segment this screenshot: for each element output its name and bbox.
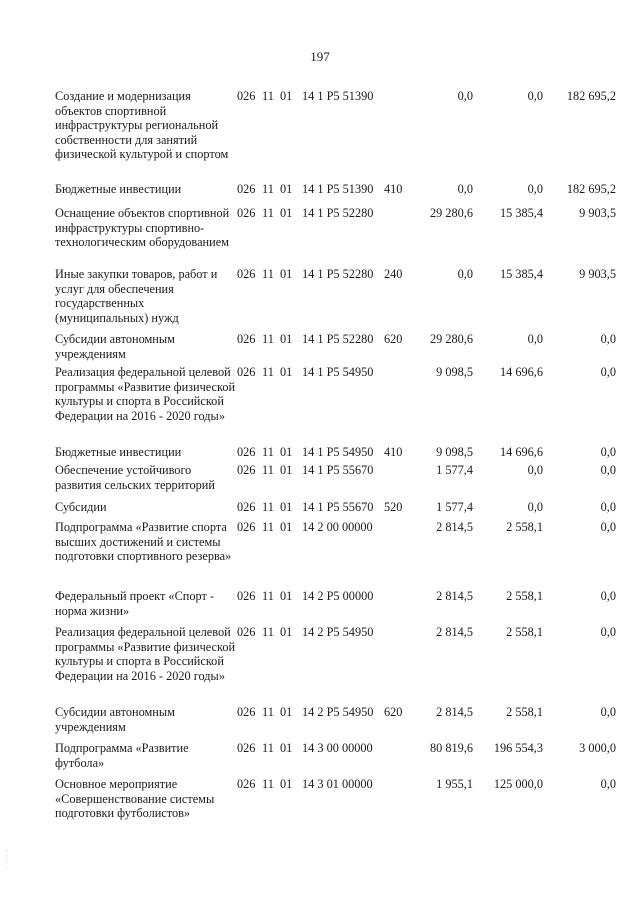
- ministry-code: 026: [237, 625, 256, 639]
- target-article-code: 14 3 00 00000: [302, 741, 373, 755]
- ministry-code: 026: [237, 777, 256, 791]
- row-name: Бюджетные инвестиции: [55, 182, 182, 196]
- ministry-code: 026: [237, 89, 256, 103]
- row-name: Иные закупки товаров, работ и услуг для обеспечения государственных (муниципальных) нужд: [55, 267, 218, 325]
- amount-year-2: 0,0: [527, 332, 543, 346]
- section-code: 11: [262, 777, 274, 791]
- row-name: Подпрограмма «Развитие футбола»: [55, 741, 189, 770]
- table-row: [0, 463, 640, 500]
- amount-year-3: 9 903,5: [579, 267, 616, 281]
- row-name: Обеспечение устойчивого развития сельских территорий: [55, 463, 215, 492]
- amount-year-3: 0,0: [600, 705, 616, 719]
- table-row: [0, 777, 640, 831]
- section-code: 11: [262, 589, 274, 603]
- section-code: 11: [262, 463, 274, 477]
- ministry-code: 026: [237, 365, 256, 379]
- amount-year-2: 0,0: [527, 500, 543, 514]
- amount-year-1: 0,0: [457, 89, 473, 103]
- target-article-code: 14 1 P5 51390: [302, 89, 374, 103]
- amount-year-1: 1 577,4: [436, 500, 473, 514]
- target-article-code: 14 1 P5 51390: [302, 182, 374, 196]
- amount-year-3: 0,0: [600, 365, 616, 379]
- table-row: [0, 520, 640, 589]
- amount-year-3: 0,0: [600, 777, 616, 791]
- amount-year-1: 2 814,5: [436, 625, 473, 639]
- amount-year-2: 2 558,1: [506, 625, 543, 639]
- amount-year-2: 0,0: [527, 182, 543, 196]
- amount-year-1: 29 280,6: [429, 206, 473, 220]
- table-row: [0, 741, 640, 777]
- amount-year-2: 15 385,4: [499, 267, 543, 281]
- table-row: [0, 332, 640, 365]
- expense-type-code: 410: [384, 182, 403, 196]
- target-article-code: 14 1 P5 52280: [302, 206, 374, 220]
- target-article-code: 14 2 P5 54950: [302, 705, 374, 719]
- row-name: Создание и модернизация объектов спортивной инфраструктуры региональной собственности для занятий физической культурой и спортом: [55, 89, 229, 161]
- target-article-code: 14 3 01 00000: [302, 777, 373, 791]
- amount-year-2: 14 696,6: [499, 365, 543, 379]
- section-code: 11: [262, 705, 274, 719]
- amount-year-1: 80 819,6: [429, 741, 473, 755]
- subsection-code: 01: [280, 206, 293, 220]
- ministry-code: 026: [237, 589, 256, 603]
- amount-year-1: 9 098,5: [436, 365, 473, 379]
- expense-type-code: 410: [384, 445, 403, 459]
- section-code: 11: [262, 520, 274, 534]
- amount-year-1: 2 814,5: [436, 589, 473, 603]
- ministry-code: 026: [237, 741, 256, 755]
- subsection-code: 01: [280, 365, 293, 379]
- scan-artifact: : : : :: [6, 848, 8, 872]
- row-name: Оснащение объектов спортивной инфраструктуры спортивно-технологическим оборудованием: [55, 206, 230, 249]
- ministry-code: 026: [237, 705, 256, 719]
- section-code: 11: [262, 332, 274, 346]
- table-row: [0, 267, 640, 332]
- subsection-code: 01: [280, 500, 293, 514]
- target-article-code: 14 1 P5 55670: [302, 500, 374, 514]
- ministry-code: 026: [237, 445, 256, 459]
- section-code: 11: [262, 625, 274, 639]
- table-row: [0, 206, 640, 267]
- amount-year-2: 196 554,3: [493, 741, 543, 755]
- amount-year-1: 0,0: [457, 267, 473, 281]
- section-code: 11: [262, 445, 274, 459]
- table-row: [0, 445, 640, 463]
- ministry-code: 026: [237, 206, 256, 220]
- subsection-code: 01: [280, 182, 293, 196]
- row-name: Основное мероприятие «Совершенствование системы подготовки футболистов»: [55, 777, 215, 820]
- section-code: 11: [262, 365, 274, 379]
- expense-type-code: 240: [384, 267, 403, 281]
- ministry-code: 026: [237, 332, 256, 346]
- amount-year-3: 0,0: [600, 463, 616, 477]
- target-article-code: 14 2 00 00000: [302, 520, 373, 534]
- section-code: 11: [262, 500, 274, 514]
- subsection-code: 01: [280, 89, 293, 103]
- ministry-code: 026: [237, 182, 256, 196]
- amount-year-2: 2 558,1: [506, 589, 543, 603]
- section-code: 11: [262, 741, 274, 755]
- subsection-code: 01: [280, 445, 293, 459]
- expense-type-code: 620: [384, 705, 403, 719]
- subsection-code: 01: [280, 267, 293, 281]
- amount-year-2: 0,0: [527, 89, 543, 103]
- amount-year-2: 2 558,1: [506, 705, 543, 719]
- amount-year-2: 2 558,1: [506, 520, 543, 534]
- section-code: 11: [262, 206, 274, 220]
- amount-year-3: 3 000,0: [579, 741, 616, 755]
- table-row: [0, 89, 640, 182]
- target-article-code: 14 1 P5 54950: [302, 365, 374, 379]
- amount-year-1: 2 814,5: [436, 520, 473, 534]
- amount-year-3: 0,0: [600, 332, 616, 346]
- amount-year-2: 0,0: [527, 463, 543, 477]
- ministry-code: 026: [237, 500, 256, 514]
- row-name: Субсидии автономным учреждениям: [55, 332, 175, 361]
- amount-year-1: 1 577,4: [436, 463, 473, 477]
- amount-year-3: 0,0: [600, 500, 616, 514]
- row-name: Субсидии: [55, 500, 107, 514]
- amount-year-2: 125 000,0: [493, 777, 543, 791]
- amount-year-2: 15 385,4: [499, 206, 543, 220]
- section-code: 11: [262, 182, 274, 196]
- row-name: Субсидии автономным учреждениям: [55, 705, 175, 734]
- table-row: [0, 589, 640, 625]
- subsection-code: 01: [280, 625, 293, 639]
- amount-year-1: 2 814,5: [436, 705, 473, 719]
- subsection-code: 01: [280, 520, 293, 534]
- amount-year-3: 182 695,2: [566, 182, 616, 196]
- section-code: 11: [262, 267, 274, 281]
- target-article-code: 14 1 P5 52280: [302, 332, 374, 346]
- amount-year-3: 9 903,5: [579, 206, 616, 220]
- table-row: [0, 705, 640, 741]
- subsection-code: 01: [280, 589, 293, 603]
- ministry-code: 026: [237, 463, 256, 477]
- expense-type-code: 620: [384, 332, 403, 346]
- amount-year-1: 1 955,1: [436, 777, 473, 791]
- target-article-code: 14 1 P5 54950: [302, 445, 374, 459]
- table-row: [0, 365, 640, 445]
- amount-year-2: 14 696,6: [499, 445, 543, 459]
- target-article-code: 14 2 P5 00000: [302, 589, 374, 603]
- row-name: Бюджетные инвестиции: [55, 445, 182, 459]
- row-name: Реализация федеральной целевой программы «Развитие физической культуры и спорта в Российской Федерации на 2016 - 2020 годы»: [55, 365, 236, 423]
- subsection-code: 01: [280, 741, 293, 755]
- row-name: Реализация федеральной целевой программы «Развитие физической культуры и спорта в Российской Федерации на 2016 - 2020 годы»: [55, 625, 236, 683]
- subsection-code: 01: [280, 332, 293, 346]
- amount-year-1: 29 280,6: [429, 332, 473, 346]
- table-row: [0, 182, 640, 206]
- amount-year-3: 0,0: [600, 625, 616, 639]
- row-name: Федеральный проект «Спорт - норма жизни»: [55, 589, 215, 618]
- expense-type-code: 520: [384, 500, 403, 514]
- target-article-code: 14 2 P5 54950: [302, 625, 374, 639]
- amount-year-3: 182 695,2: [566, 89, 616, 103]
- amount-year-1: 0,0: [457, 182, 473, 196]
- amount-year-3: 0,0: [600, 589, 616, 603]
- amount-year-1: 9 098,5: [436, 445, 473, 459]
- row-name: Подпрограмма «Развитие спорта высших достижений и системы подготовки спортивного резерва»: [55, 520, 232, 563]
- subsection-code: 01: [280, 777, 293, 791]
- subsection-code: 01: [280, 705, 293, 719]
- amount-year-3: 0,0: [600, 520, 616, 534]
- target-article-code: 14 1 P5 52280: [302, 267, 374, 281]
- budget-table: [0, 89, 640, 831]
- table-row: [0, 625, 640, 705]
- subsection-code: 01: [280, 463, 293, 477]
- table-row: [0, 500, 640, 520]
- page-number: 197: [310, 49, 330, 64]
- target-article-code: 14 1 P5 55670: [302, 463, 374, 477]
- ministry-code: 026: [237, 520, 256, 534]
- section-code: 11: [262, 89, 274, 103]
- amount-year-3: 0,0: [600, 445, 616, 459]
- ministry-code: 026: [237, 267, 256, 281]
